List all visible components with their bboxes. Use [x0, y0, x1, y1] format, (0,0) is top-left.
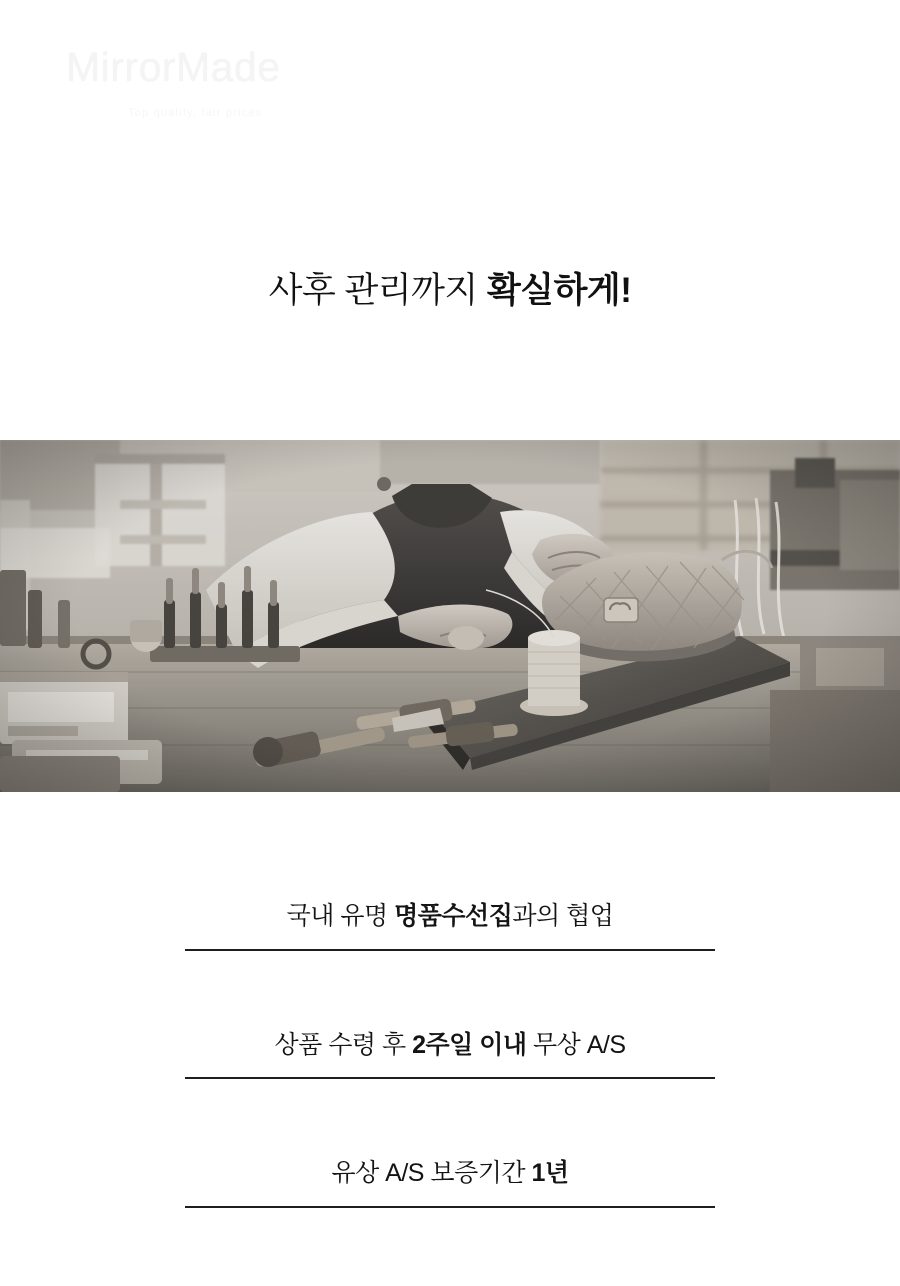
headline-prefix: 사후 관리까지	[268, 271, 487, 310]
brand-watermark	[66, 46, 366, 119]
feature-list	[0, 900, 900, 1286]
headline-emphasis: 확실하게!	[486, 271, 632, 310]
list-item	[185, 1157, 715, 1208]
feature-text	[185, 900, 715, 933]
feature-emphasis: 2주일 이내	[412, 1030, 527, 1059]
brand-tagline: Top quality, fair prices	[128, 107, 263, 120]
feature-text	[185, 1157, 715, 1190]
workshop-photo	[0, 440, 900, 792]
page-headline	[0, 268, 900, 314]
feature-emphasis: 명품수선집	[394, 902, 513, 930]
workshop-photo-illustration	[0, 440, 900, 792]
brand-name: MirrorMade	[66, 44, 281, 90]
feature-prefix: 국내 유명	[286, 902, 395, 930]
feature-suffix: 무상 A/S	[526, 1030, 626, 1059]
feature-prefix: 유상 A/S 보증기간	[331, 1159, 532, 1187]
feature-emphasis: 1년	[531, 1159, 569, 1187]
list-item	[185, 900, 715, 951]
feature-prefix: 상품 수령 후	[274, 1030, 413, 1059]
list-item	[185, 1029, 715, 1080]
feature-text	[185, 1029, 715, 1062]
feature-suffix: 과의 협업	[512, 902, 614, 930]
